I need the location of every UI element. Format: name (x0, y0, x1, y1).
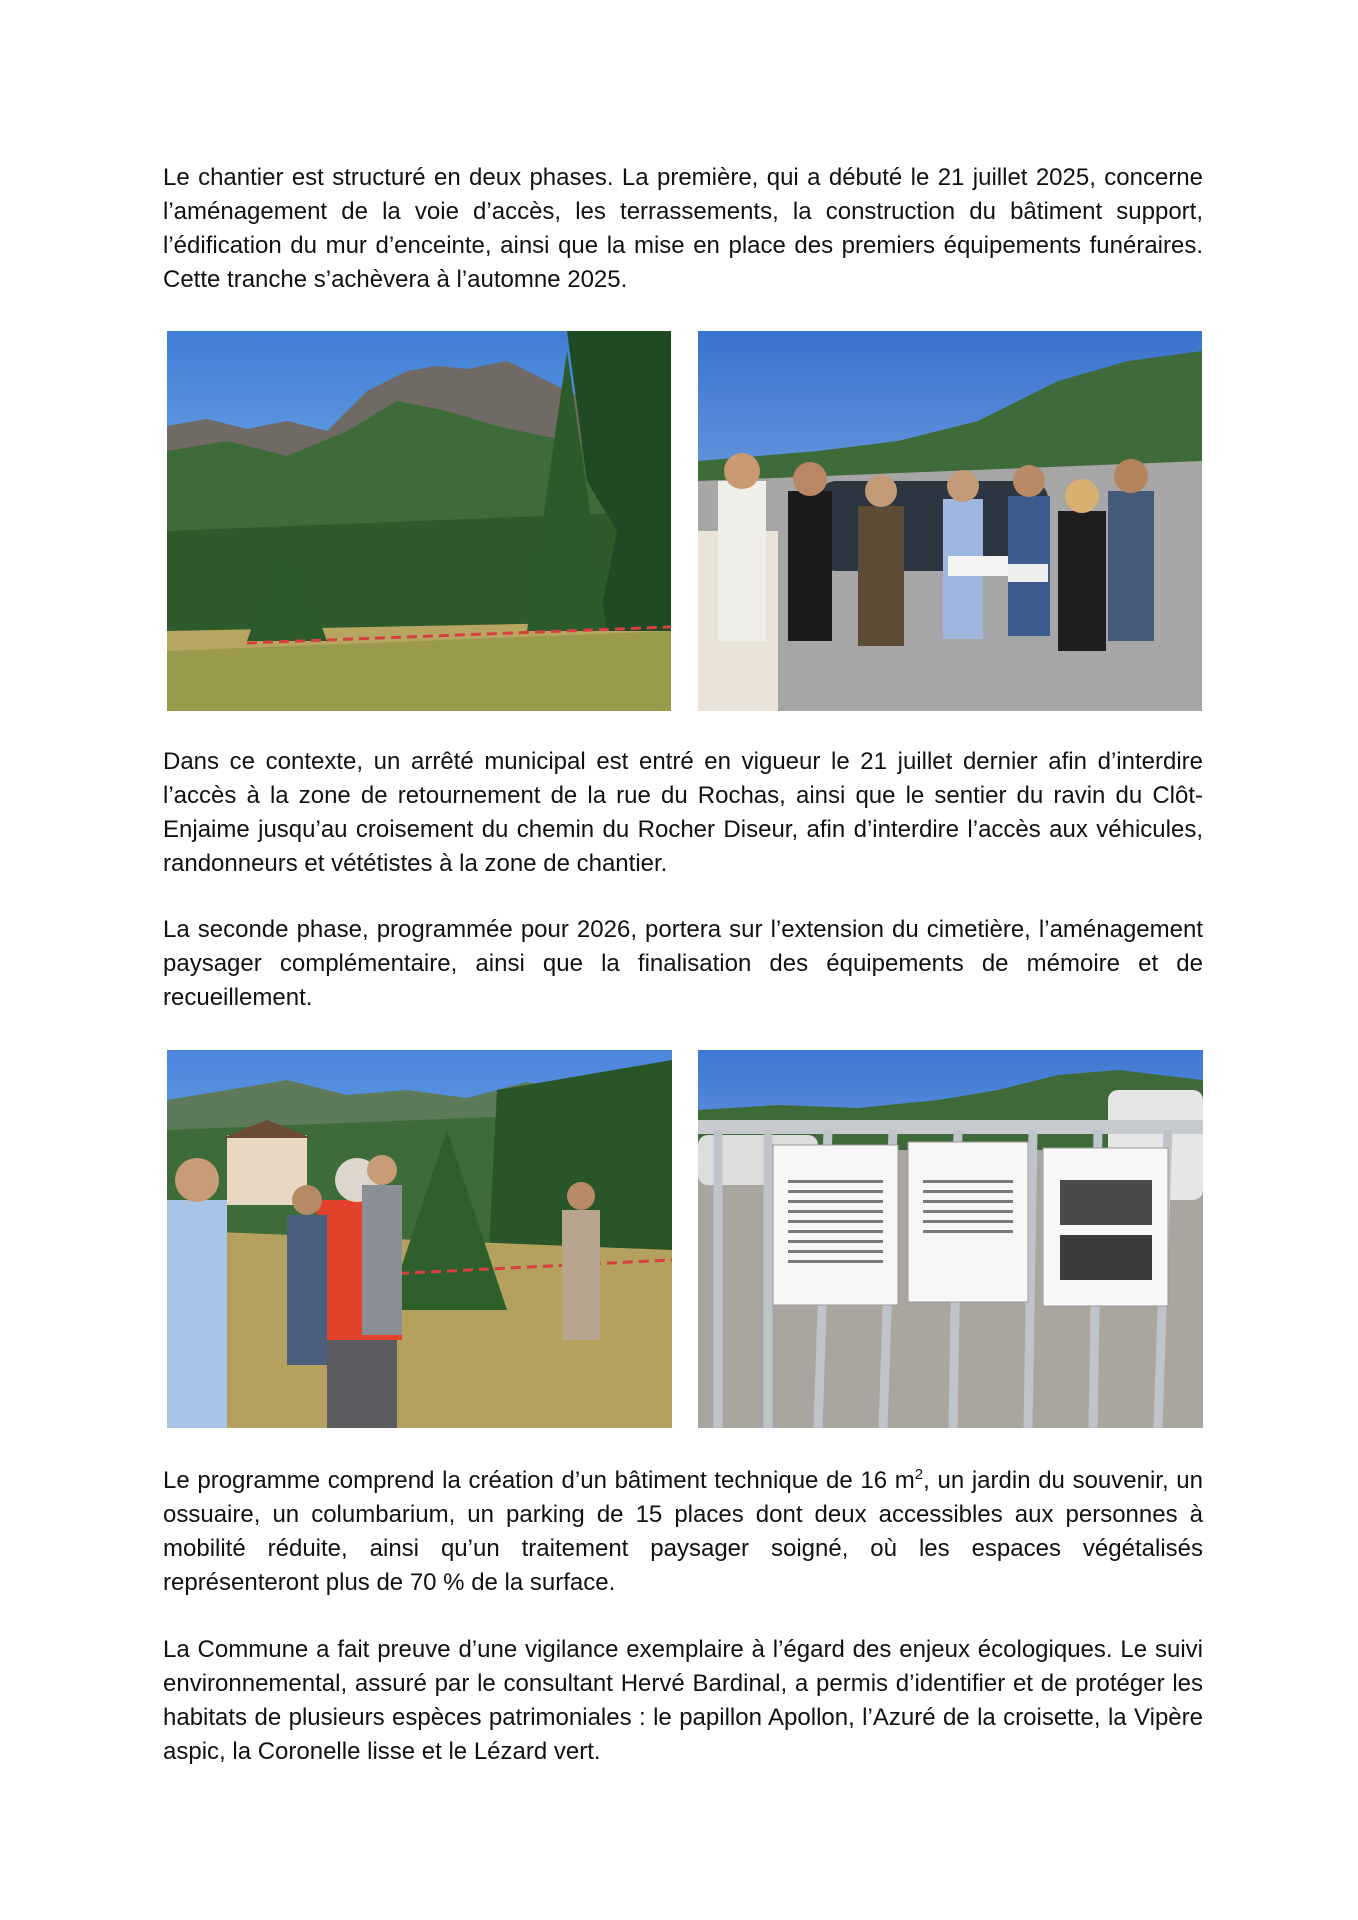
photo-notices-fence (698, 1050, 1203, 1428)
paragraph-ecology: La Commune a fait preuve d’une vigilance exemplaire à l’égard des enjeux écologiques. Le suivi environnemental, assuré par le consultant Hervé Bardinal, a permis d’identifier et de protéger les habitats de plusieurs espèces patrimoniales : le papillon Apollon, l’Azuré de la croisette, la Vipère aspic, la Coronelle lisse et le Lézard vert. (163, 1636, 1203, 1765)
paragraph-phases: Le chantier est structuré en deux phases. La première, qui a débuté le 21 juillet 2025, concerne l’aménagement de la voie d’accès, les terrassements, la construction du bâtiment support, l’édification du mur d’enceinte, ainsi que la mise en place des premiers équipements funéraires. Cette tranche s’achèvera à l’automne 2025. (163, 164, 1203, 293)
paragraph-arrete: Dans ce contexte, un arrêté municipal est entré en vigueur le 21 juillet dernier afin d’interdire l’accès à la zone de retournement de la rue du Rochas, ainsi que le sentier du ravin du Clôt-Enjaime jusqu’au croisement du chemin du Rocher Diseur, afin d’interdire l’accès aux véhicules, randonneurs et vététistes à la zone de chantier. (163, 748, 1203, 877)
square-meter-exponent: 2 (914, 1466, 924, 1483)
photo-field-visit (167, 1050, 672, 1428)
programme-text-start: Le programme comprend la création d’un bâtiment technique de 16 m (163, 1467, 915, 1494)
paragraph-second-phase: La seconde phase, programmée pour 2026, portera sur l’extension du cimetière, l’aménagement paysager complémentaire, ainsi que la finalisation des équipements de mémoire et de recueillement. (163, 916, 1203, 1011)
photo-mountain-site (167, 331, 671, 711)
photo-site-meeting (698, 331, 1202, 711)
paragraph-programme (163, 1464, 1203, 1600)
programme-text-end: , un jardin du souvenir, un ossuaire, un columbarium, un parking de 15 places dont deux accessibles aux personnes à mobilité réduite, ainsi qu’un traitement paysager soigné, où les espaces végétalisés représenteront plus de 70 % de la surface. (163, 1467, 1204, 1596)
